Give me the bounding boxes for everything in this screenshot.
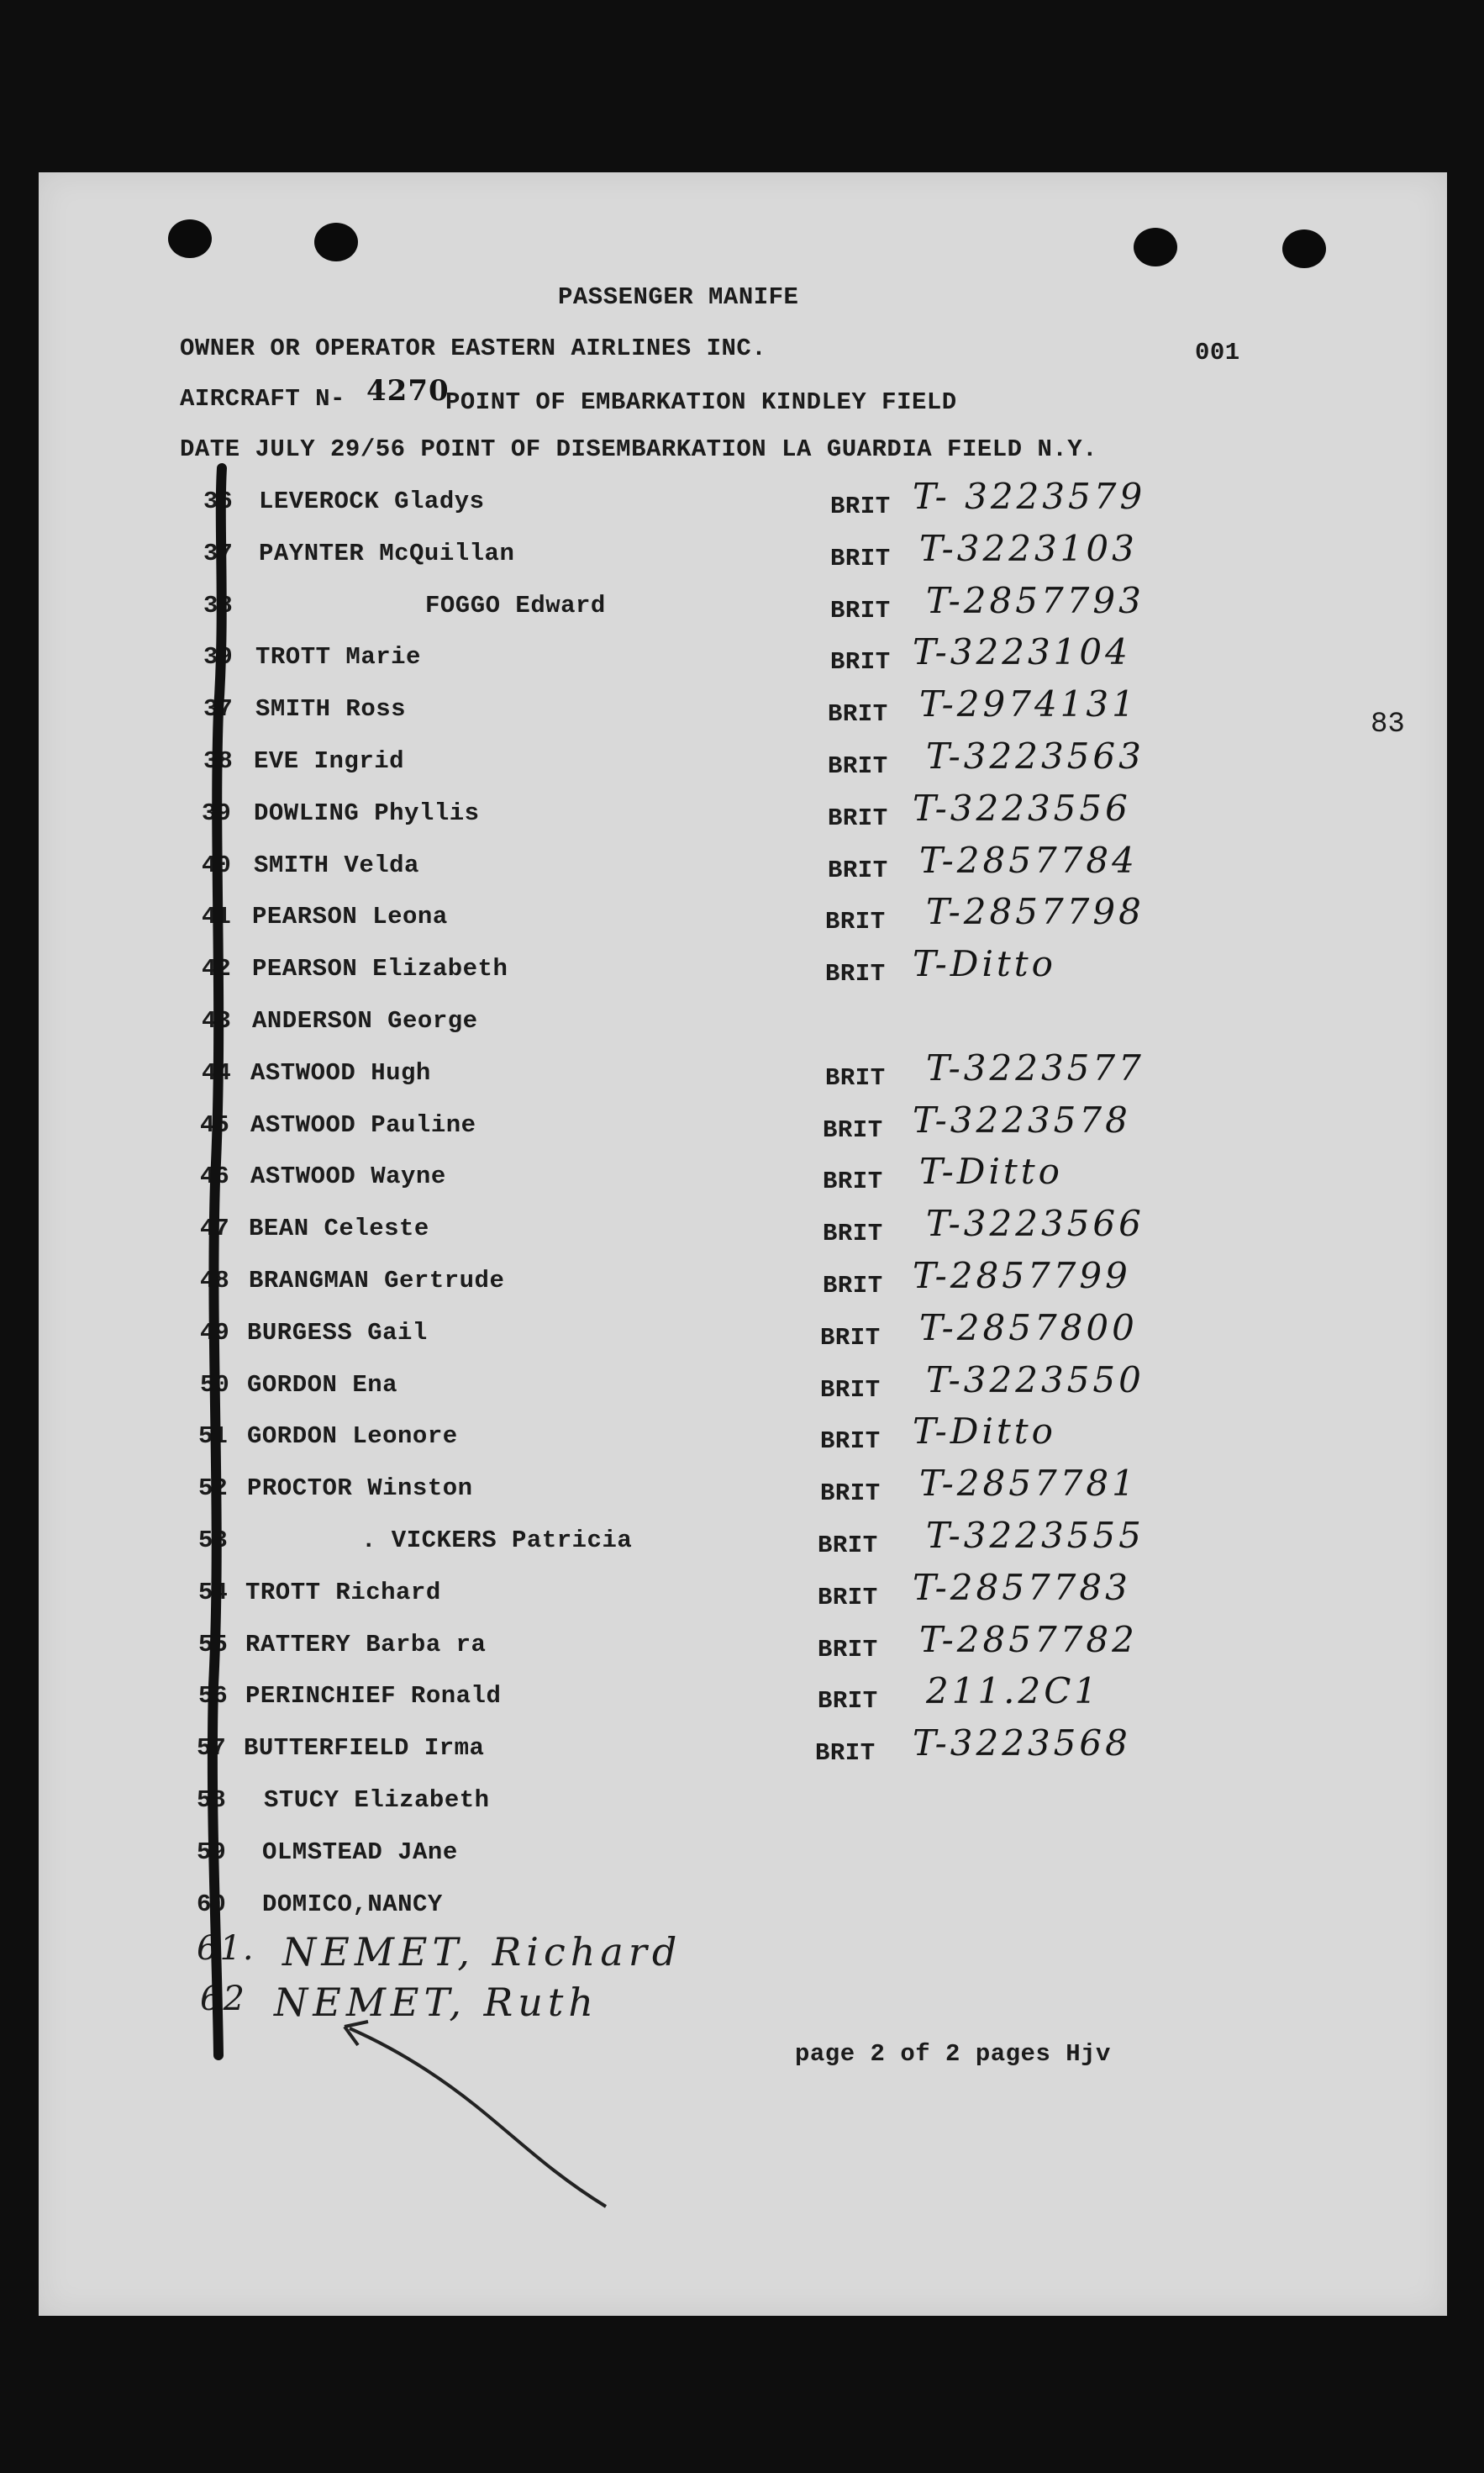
ticket-number: T-Ditto — [913, 1411, 1056, 1452]
passenger-name: ASTWOOD Wayne — [250, 1163, 446, 1190]
handwritten-name: NEMET, Ruth — [274, 1980, 599, 2025]
row-number: 48 — [200, 1267, 229, 1295]
ticket-number: T-Ditto — [919, 1151, 1063, 1192]
row-number: 50 — [200, 1371, 229, 1399]
row-number: 39 — [202, 799, 231, 827]
nationality: BRIT — [818, 1532, 878, 1559]
handwritten-number: 61. — [197, 1929, 255, 1968]
row-number: 52 — [198, 1474, 228, 1502]
row-number: 45 — [200, 1111, 229, 1139]
row-number: 44 — [202, 1059, 231, 1087]
ticket-number: 211.2C1 — [926, 1670, 1101, 1711]
ticket-number: T-3223577 — [926, 1047, 1145, 1089]
row-number: 38 — [203, 592, 233, 620]
passenger-name: LEVEROCK Gladys — [259, 488, 485, 515]
nationality: BRIT — [830, 545, 891, 572]
passenger-name: STUCY Elizabeth — [264, 1786, 490, 1814]
ticket-number: T-2857783 — [913, 1567, 1131, 1608]
nationality: BRIT — [820, 1427, 881, 1455]
nationality: BRIT — [828, 700, 888, 728]
row-number: 37 — [203, 540, 233, 567]
row-number: 42 — [202, 955, 231, 983]
passenger-name: DOMICO,NANCY — [262, 1890, 443, 1918]
ticket-number: T-2857782 — [919, 1619, 1138, 1660]
nationality: BRIT — [820, 1376, 881, 1404]
passenger-name: GORDON Leonore — [247, 1422, 458, 1450]
nationality: BRIT — [818, 1636, 878, 1664]
passenger-name: OLMSTEAD JAne — [262, 1838, 458, 1866]
manifest-sheet — [39, 172, 1447, 2316]
nationality: BRIT — [828, 752, 888, 780]
nationality: BRIT — [818, 1584, 878, 1611]
nationality: BRIT — [830, 597, 891, 625]
passenger-name: PERINCHIEF Ronald — [245, 1682, 502, 1710]
ticket-number: T-2857781 — [919, 1463, 1138, 1504]
row-number: 58 — [197, 1786, 226, 1814]
row-number: 47 — [200, 1215, 229, 1242]
side-number: 83 — [1371, 709, 1405, 741]
ticket-number: T-2857784 — [919, 840, 1138, 881]
nationality: BRIT — [830, 648, 891, 676]
aircraft-label: AIRCRAFT N- — [180, 385, 345, 413]
page-footer: page 2 of 2 pages Hjv — [795, 2040, 1111, 2068]
row-number: 43 — [202, 1007, 231, 1035]
margin-bracket-line — [213, 468, 222, 2055]
ticket-number: T-3223555 — [926, 1515, 1145, 1556]
passenger-name: DOWLING Phyllis — [254, 799, 480, 827]
row-number: 57 — [197, 1734, 226, 1762]
nationality: BRIT — [818, 1687, 878, 1715]
ticket-number: T-3223550 — [926, 1359, 1145, 1400]
nationality: BRIT — [820, 1479, 881, 1507]
ticket-number: T-2857798 — [926, 891, 1145, 932]
row-number: 41 — [202, 903, 231, 931]
row-number: 46 — [200, 1163, 229, 1190]
passenger-name: . VICKERS Patricia — [361, 1527, 633, 1554]
date-line: DATE JULY 29/56 POINT OF DISEMBARKATION LA GUARDIA FIELD N.Y. — [180, 435, 1098, 463]
ticket-number: T-3223556 — [913, 788, 1131, 829]
ticket-number: T-2857793 — [926, 580, 1145, 621]
passenger-name: PAYNTER McQuillan — [259, 540, 515, 567]
passenger-name: ANDERSON George — [252, 1007, 478, 1035]
ticket-number: T-Ditto — [913, 943, 1056, 984]
owner-line: OWNER OR OPERATOR EASTERN AIRLINES INC. — [180, 335, 767, 362]
ticket-number: T-2857800 — [919, 1307, 1138, 1348]
row-number: 53 — [198, 1527, 228, 1554]
embarkation-line: POINT OF EMBARKATION KINDLEY FIELD — [445, 388, 957, 416]
passenger-name: EVE Ingrid — [254, 747, 405, 775]
row-number: 55 — [198, 1631, 228, 1658]
passenger-name: ASTWOOD Hugh — [250, 1059, 431, 1087]
ink-marks — [39, 172, 1447, 2316]
ticket-number: T-3223566 — [926, 1203, 1145, 1244]
nationality: BRIT — [815, 1739, 876, 1767]
passenger-name: TROTT Marie — [255, 643, 421, 671]
row-number: 56 — [198, 1682, 228, 1710]
nationality: BRIT — [823, 1116, 883, 1144]
ticket-number: T-2974131 — [919, 683, 1138, 725]
ticket-number: T- 3223579 — [913, 476, 1146, 517]
row-number: 37 — [203, 695, 233, 723]
row-number: 59 — [197, 1838, 226, 1866]
passenger-name: PEARSON Leona — [252, 903, 448, 931]
arrow-line — [350, 2028, 606, 2207]
nationality: BRIT — [823, 1272, 883, 1300]
row-number: 39 — [203, 643, 233, 671]
row-number: 51 — [198, 1422, 228, 1450]
nationality: BRIT — [828, 804, 888, 832]
nationality: BRIT — [825, 1064, 886, 1092]
aircraft-number: 4270 — [366, 374, 450, 408]
row-number: 38 — [203, 747, 233, 775]
handwritten-name: NEMET, Richard — [282, 1929, 682, 1975]
row-number: 36 — [203, 488, 233, 515]
ticket-number: T-3223568 — [913, 1722, 1131, 1764]
passenger-name: ASTWOOD Pauline — [250, 1111, 476, 1139]
nationality: BRIT — [820, 1324, 881, 1352]
passenger-name: GORDON Ena — [247, 1371, 398, 1399]
passenger-name: BEAN Celeste — [249, 1215, 429, 1242]
passenger-name: SMITH Velda — [254, 852, 419, 879]
passenger-name: TROTT Richard — [245, 1579, 441, 1606]
nationality: BRIT — [830, 493, 891, 520]
nationality: BRIT — [823, 1168, 883, 1195]
ticket-number: T-3223563 — [926, 736, 1145, 777]
passenger-name: PROCTOR Winston — [247, 1474, 473, 1502]
passenger-name: FOGGO Edward — [425, 592, 606, 620]
row-number: 40 — [202, 852, 231, 879]
nationality: BRIT — [828, 857, 888, 884]
row-number: 60 — [197, 1890, 226, 1918]
nationality: BRIT — [823, 1220, 883, 1247]
passenger-name: SMITH Ross — [255, 695, 407, 723]
nationality: BRIT — [825, 908, 886, 936]
manifest-title: PASSENGER MANIFE — [558, 283, 799, 311]
passenger-name: BUTTERFIELD Irma — [244, 1734, 485, 1762]
passenger-name: BURGESS Gail — [247, 1319, 428, 1347]
passenger-name: BRANGMAN Gertrude — [249, 1267, 505, 1295]
passenger-name: RATTERY Barba ra — [245, 1631, 487, 1658]
ticket-number: T-2857799 — [913, 1255, 1131, 1296]
passenger-name: PEARSON Elizabeth — [252, 955, 508, 983]
row-number: 49 — [200, 1319, 229, 1347]
ticket-number: T-3223104 — [913, 631, 1131, 672]
ticket-number: T-3223103 — [919, 528, 1138, 569]
flight-number: 001 — [1195, 339, 1240, 366]
ticket-number: T-3223578 — [913, 1099, 1131, 1141]
row-number: 54 — [198, 1579, 228, 1606]
handwritten-number: 62 — [200, 1980, 246, 2018]
nationality: BRIT — [825, 960, 886, 988]
